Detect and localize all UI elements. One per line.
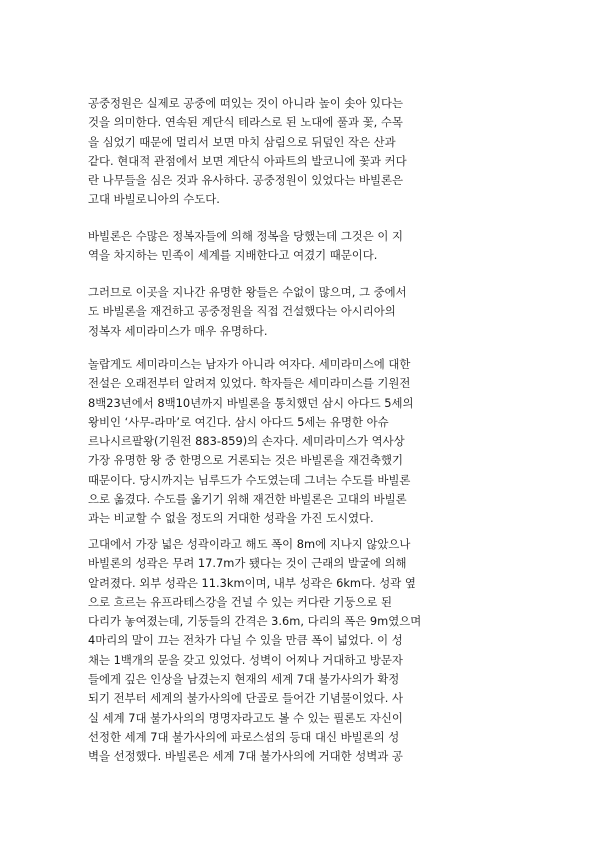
text-line: 다리가 놓여졌는데, 기둥들의 간격은 3.6m, 다리의 폭은 9m였으며 (88, 614, 422, 629)
text-line: 들에게 깊은 인상을 남겼는지 현재의 세계 7대 불가사의가 확정 (88, 672, 400, 687)
text-line: 8백23년에서 8백10년까지 바빌론을 통치했던 삼시 아다드 5세의 (88, 395, 414, 410)
paragraph-5 (88, 535, 508, 767)
text-line: 전설은 오래전부터 알려져 있었다. 학자들은 세미라미스를 기원전 (88, 376, 411, 391)
text-line: 벽을 선정했다. 바빌론은 세계 7대 불가사의에 거대한 성벽과 공 (88, 749, 403, 764)
paragraph-3 (88, 283, 508, 341)
paragraph-2 (88, 227, 508, 266)
text-line: 을 심었기 때문에 멀리서 보면 마치 삼림으로 뒤덮인 작은 산과 (88, 134, 396, 149)
text-line: 정복자 세미라미스가 매우 유명하다. (88, 323, 268, 338)
text-line: 바빌론의 성곽은 무려 17.7m가 됐다는 것이 근래의 발굴에 의해 (88, 556, 407, 571)
text-line: 과는 비교할 수 없을 정도의 거대한 성곽을 가진 도시였다. (88, 511, 374, 526)
text-line: 놀랍게도 세미라미스는 남자가 아니라 여자다. 세미라미스에 대한 (88, 357, 411, 371)
text-line: 선정한 세계 7대 불가사의에 파로스섬의 등대 대신 바빌론의 성 (88, 729, 400, 744)
text-line: 그러므로 이곳을 지나간 유명한 왕들은 수없이 많으며, 그 중에서 (88, 285, 407, 299)
text-line: 으로 흐르는 유프라테스강을 건널 수 있는 커다란 기둥으로 된 (88, 594, 393, 609)
text-line: 때문이다. 당시까지는 님루드가 수도였는데 그녀는 수도를 바빌론 (88, 472, 411, 487)
text-line: 채는 1백개의 문을 갖고 있었다. 성벽이 어찌나 거대하고 방문자 (88, 652, 403, 667)
text-line: 고대에서 가장 넓은 성곽이라고 해도 폭이 8m에 지나지 않았으나 (88, 537, 411, 551)
paragraph-1 (88, 94, 508, 210)
text-line: 공중정원은 실제로 공중에 떠있는 것이 아니라 높이 솟아 있다는 (88, 96, 404, 110)
text-line: 실 세계 7대 불가사의의 명명자라고도 볼 수 있는 필론도 자신이 (88, 710, 403, 725)
text-line: 역을 차지하는 민족이 세계를 지배한다고 여겼기 때문이다. (88, 248, 378, 263)
text-line: 고대 바빌로니아의 수도다. (88, 192, 220, 207)
text-line: 란 나무들을 심은 것과 유사하다. 공중정원이 있었다는 바빌론은 (88, 173, 404, 188)
text-line: 4마리의 말이 끄는 전차가 다닐 수 있을 만큼 폭이 넓었다. 이 성 (88, 633, 403, 648)
text-line: 르나시르팔왕(기원전 883-859)의 손자다. 세미라미스가 역사상 (88, 434, 405, 449)
text-line: 도 바빌론을 재건하고 공중정원을 직접 건설했다는 아시리아의 (88, 304, 396, 319)
text-line: 되기 전부터 세계의 불가사의에 단골로 들어간 기념물이었다. 사 (88, 691, 404, 706)
text-line: 같다. 현대적 관점에서 보면 계단식 아파트의 발코니에 꽃과 커다 (88, 153, 407, 168)
text-line: 것을 의미한다. 연속된 계단식 테라스로 된 노대에 풀과 꽃, 수목 (88, 115, 403, 130)
text-line: 알려졌다. 외부 성곽은 11.3km이며, 내부 성곽은 6km다. 성곽 옆 (88, 575, 416, 590)
text-line: 가장 유명한 왕 중 한명으로 거론되는 것은 바빌론을 재건축했기 (88, 453, 404, 468)
paragraph-4 (88, 355, 508, 529)
text-line: 왕비인 ‘사무-라마’로 여긴다. 삼시 아다드 5세는 유명한 아슈 (88, 414, 389, 429)
text-line: 바빌론은 수많은 정복자들에 의해 정복을 당했는데 그것은 이 지 (88, 229, 404, 243)
text-line: 으로 옮겼다. 수도를 옮기기 위해 재건한 바빌론은 고대의 바빌론 (88, 492, 407, 507)
